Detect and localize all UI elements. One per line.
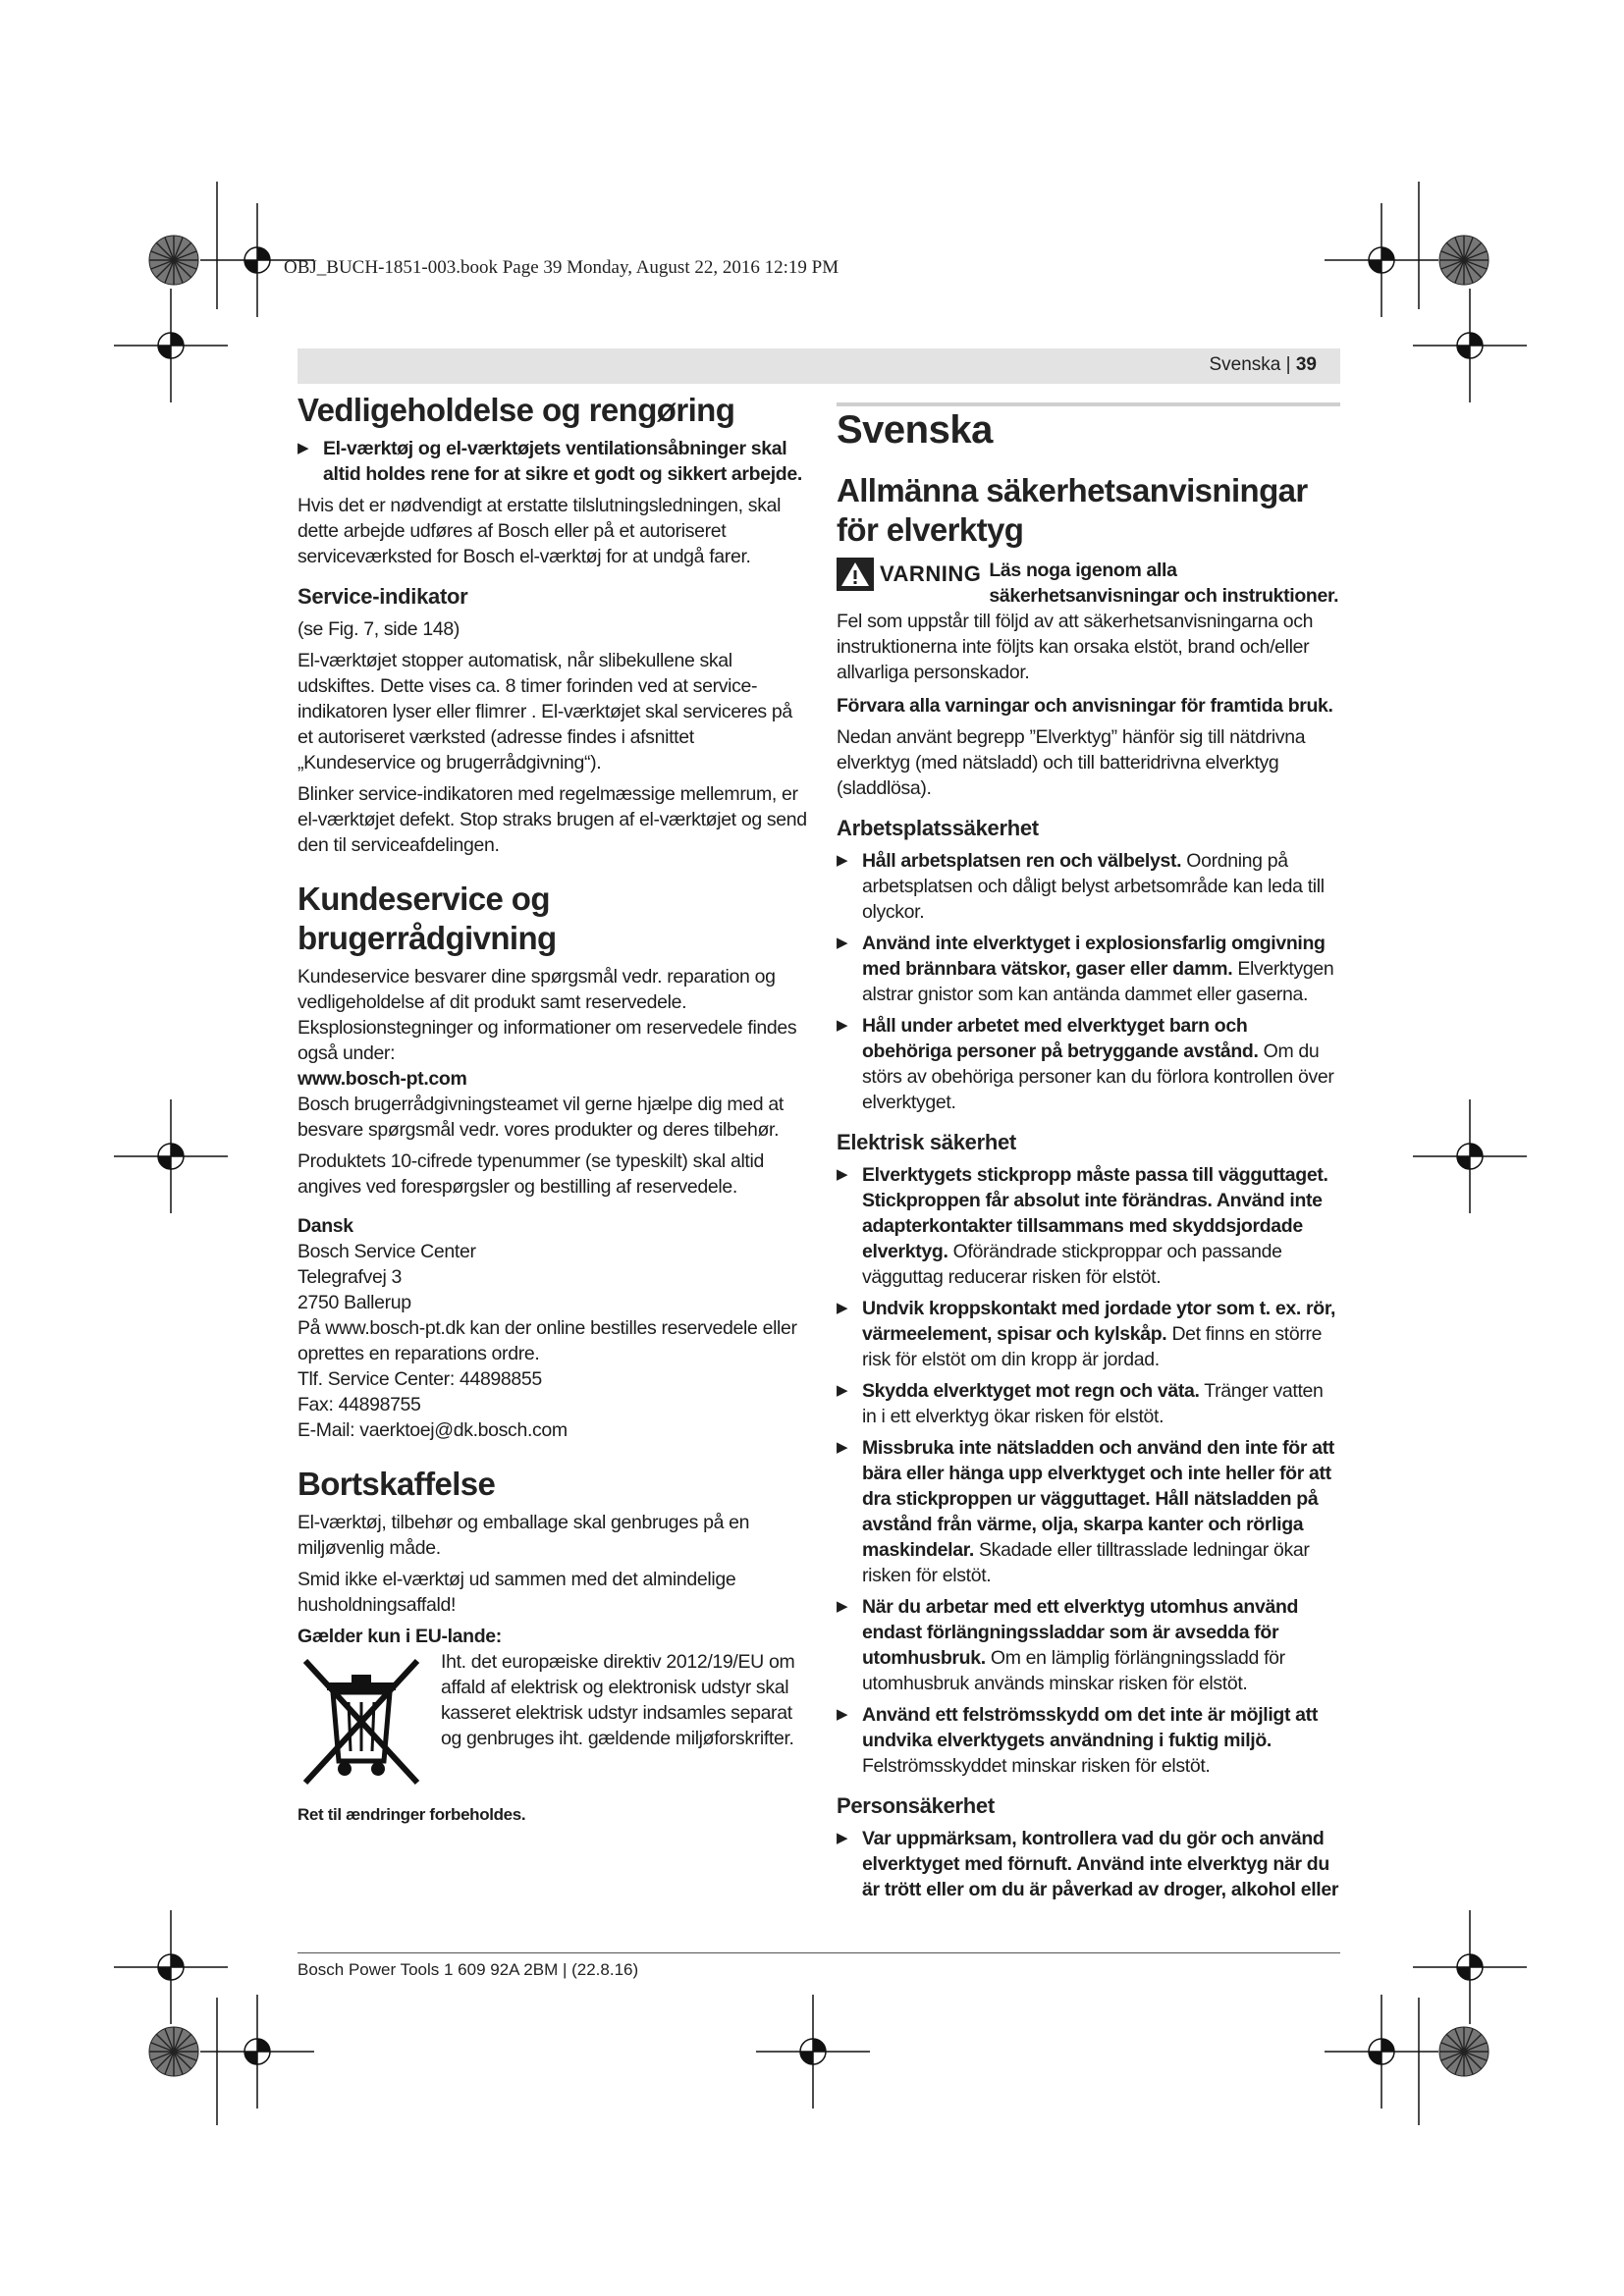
person-bullet-1 (837, 1826, 1340, 1902)
e2-text: Det finns en större risk för elstöt om din kropp är jordad. (862, 1323, 1323, 1370)
e3-text: Tränger vatten in i ett elverktyg ökar risken för elstöt. (862, 1380, 1324, 1427)
e6-text: Felströmsskyddet minskar risken för elstöt. (862, 1755, 1211, 1777)
ret-text: Ret til ændringer forbeholdes. (298, 1805, 526, 1824)
dansk-label: Dansk (298, 1215, 353, 1237)
warning-word: VARNING (880, 561, 982, 586)
weee-crossed-bin-icon (298, 1653, 425, 1790)
heading-personsakerhet: Personsäkerhet (837, 1793, 995, 1818)
e2-bold: Undvik kroppskontakt med jordade ytor som t. ex. rör, värmeelement, spisar och kylskåp. (862, 1298, 1336, 1345)
address-line-2: Telegrafvej 3 (298, 1266, 403, 1288)
elek-bullet-4 (837, 1435, 1340, 1588)
vedlige-paragraph: Hvis det er nødvendigt at erstatte tilslutningsledningen, skal dette arbejde udføres af Bosch eller på et autoriseret serviceværksted for Bosch el-værktøj for at undgå farer. (298, 495, 782, 567)
bullet-triangle-icon: ▶ (837, 1017, 848, 1034)
header-language: Svenska (1209, 354, 1281, 375)
bort-paragraph-2: Smid ikke el-værktøj ud sammen med det almindelige husholdningsaffald! (298, 1569, 736, 1616)
footer-text: Bosch Power Tools 1 609 92A 2BM | (22.8.16) (298, 1960, 639, 1979)
warning-text: Fel som uppstår till följd av att säkerhetsanvisningarna och instruktionerna inte följts kan orsaka elstöt, brand och/eller allvarliga personskador. (837, 611, 1314, 683)
bort-paragraph-1: El-værktøj, tilbehør og emballage skal genbruges på en miljøvenlig måde. (298, 1512, 750, 1559)
heading-vedligeholdelse: Vedligeholdelse og rengøring (298, 392, 735, 428)
a1-bold: Håll arbetsplatsen ren och välbelyst. (862, 850, 1182, 872)
vedlige-bullet-text: El-værktøj og el-værktøjets ventilationsåbninger skal altid holdes rene for at sikre et godt og sikkert arbejde. (323, 438, 802, 485)
bullet-triangle-icon: ▶ (837, 1300, 848, 1316)
bullet-triangle-icon: ▶ (837, 1382, 848, 1399)
kunde-paragraph-1: Kundeservice besvarer dine spørgsmål vedr. reparation og vedligeholdelse af dit produkt samt reservedele. Eksplosionstegninger og informationer om reservedele findes også under: (298, 966, 797, 1064)
warning-label (837, 558, 981, 591)
e6-bold: Använd ett felströmsskydd om det inte är möjligt att undvika elverktygets användning i fuktig miljö. (862, 1704, 1318, 1751)
elek-bullet-2 (837, 1296, 1340, 1372)
right-column (837, 406, 1340, 1908)
heading-allmanna: Allmänna säkerhetsanvisningar för elverktyg (837, 472, 1308, 548)
bullet-triangle-icon: ▶ (837, 1830, 848, 1846)
e1-bold: Elverktygets stickpropp måste passa till vägguttaget. Stickproppen får absolut inte förändras. Använd inte adapterkontakter tillsammans med skyddsjordade elverktyg. (862, 1164, 1328, 1262)
address-line-1: Bosch Service Center (298, 1241, 476, 1262)
eu-directive-text: Iht. det europæiske direktiv 2012/19/EU om affald af elektrisk og elektronisk udstyr skal kasseret elektrisk udstyr indsamles separat og genbruges iht. gældende miljøforskrifter. (441, 1651, 795, 1749)
heading-arbetsplats: Arbetsplatssäkerhet (837, 816, 1039, 840)
arbets-bullet-3 (837, 1013, 1340, 1115)
heading-kundeservice: Kundeservice og brugerrådgivning (298, 881, 557, 956)
weee-block (298, 1649, 808, 1794)
a3-text: Om du störs av obehöriga personer kan du förlora kontrollen över elverktyget. (862, 1041, 1334, 1113)
e3-bold: Skydda elverktyget mot regn och väta. (862, 1380, 1200, 1402)
e5-text: Om en lämplig förlängningssladd för utomhusbruk används minskar risken för elstöt. (862, 1647, 1285, 1694)
print-info: OBJ_BUCH-1851-003.book Page 39 Monday, August 22, 2016 12:19 PM (284, 257, 839, 278)
bullet-triangle-icon: ▶ (837, 852, 848, 869)
address-email: E-Mail: vaerktoej@dk.bosch.com (298, 1419, 568, 1441)
bullet-triangle-icon: ▶ (837, 1166, 848, 1183)
service-paragraph-1: El-værktøjet stopper automatisk, når slibekullene skal udskiftes. Dette vises ca. 8 timer forinden ved at service-indikatoren lyser eller flimrer . El-værktøjet skal serviceres på et autoriseret værksted (adresse findes i afsnittet „Kundeservice og brugerrådgivning“). (298, 650, 792, 774)
footer-rule (298, 1952, 1340, 1953)
kunde-paragraph-3: Produktets 10-cifrede typenummer (se typeskilt) skal altid angives ved forespørgsler og bestilling af reservedele. (298, 1150, 764, 1198)
running-header (298, 348, 1340, 384)
a3-bold: Håll under arbetet med elverktyget barn och obehöriga personer på betryggande avstånd. (862, 1015, 1259, 1062)
left-column (298, 391, 808, 1828)
bullet-triangle-icon: ▶ (837, 1706, 848, 1723)
nedan-text: Nedan använt begrepp ”Elverktyg” hänför sig till nätdrivna elverktyg (med nätsladd) och till batteridrivna elverktyg (sladdlösa). (837, 726, 1306, 799)
service-figure-ref: (se Fig. 7, side 148) (298, 618, 460, 640)
header-text (1209, 354, 1317, 376)
kunde-paragraph-2: Bosch brugerrådgivningsteamet vil gerne hjælpe dig med at besvare spørgsmål vedr. vores produkter og deres tilbehør. (298, 1094, 784, 1141)
elek-bullet-5 (837, 1594, 1340, 1696)
e5-bold: När du arbetar med ett elverktyg utomhus använd endast förlängningssladdar som är avsedda för utomhusbruk. (862, 1596, 1299, 1669)
a1-text: Oordning på arbetsplatsen och dåligt belyst arbetsområde kan leda till olyckor. (862, 850, 1325, 923)
bullet-triangle-icon: ▶ (837, 1598, 848, 1615)
bullet-triangle-icon: ▶ (837, 934, 848, 951)
e1-text: Oförändrade stickproppar och passande vägguttag reducerar risken för elstöt. (862, 1241, 1282, 1288)
a2-text: Elverktygen alstrar gnistor som kan antända dammet eller gaserna. (862, 958, 1334, 1005)
address-phone: Tlf. Service Center: 44898855 (298, 1368, 542, 1390)
arbets-bullet-1 (837, 848, 1340, 925)
address-line-3: 2750 Ballerup (298, 1292, 411, 1313)
vedlige-bullet (298, 436, 808, 487)
eu-label: Gælder kun i EU-lande: (298, 1626, 502, 1647)
bullet-triangle-icon: ▶ (298, 440, 309, 456)
warning-bold: Läs noga igenom alla säkerhetsanvisningar och instruktioner. (989, 560, 1339, 607)
bullet-triangle-icon: ▶ (837, 1439, 848, 1456)
elek-bullet-6 (837, 1702, 1340, 1779)
elek-bullet-1 (837, 1162, 1340, 1290)
bosch-url[interactable]: www.bosch-pt.com (298, 1068, 467, 1090)
address-fax: Fax: 44898755 (298, 1394, 421, 1415)
title-svenska: Svenska (837, 408, 993, 452)
page-number: 39 (1295, 354, 1317, 375)
address-line-4: På www.bosch-pt.dk kan der online bestilles reservedele eller oprettes en reparations ordre. (298, 1317, 797, 1364)
service-paragraph-2: Blinker service-indikatoren med regelmæssige mellemrum, er el-værktøjet defekt. Stop straks brugen af el-værktøjet og send den til serviceafdelingen. (298, 783, 807, 856)
p1-bold: Var uppmärksam, kontrollera vad du gör och använd elverktyget med förnuft. Använd inte elverktyg när du är trött eller om du är påverkad av droger, alkohol eller (862, 1828, 1339, 1900)
heading-bortskaffelse: Bortskaffelse (298, 1466, 496, 1502)
e4-text: Skadade eller tilltrasslade ledningar ökar risken för elstöt. (862, 1539, 1310, 1586)
heading-service-indikator: Service-indikator (298, 584, 468, 609)
heading-elektrisk: Elektrisk säkerhet (837, 1130, 1016, 1154)
arbets-bullet-2 (837, 931, 1340, 1007)
a2-bold: Använd inte elverktyget i explosionsfarlig omgivning med brännbara vätskor, gaser eller damm. (862, 933, 1326, 980)
warning-block (837, 558, 1340, 685)
warning-triangle-icon (837, 558, 874, 591)
elek-bullet-3 (837, 1378, 1340, 1429)
e4-bold: Missbruka inte nätsladden och använd den inte för att bära eller hänga upp elverktyget och inte heller för att dra stickproppen ur vägguttaget. Håll nätsladden på avstånd från värme, olja, skarpa kanter och rörliga maskindelar. (862, 1437, 1334, 1561)
header-separator: | (1285, 354, 1291, 375)
forvara-text: Förvara alla varningar och anvisningar för framtida bruk. (837, 695, 1333, 717)
